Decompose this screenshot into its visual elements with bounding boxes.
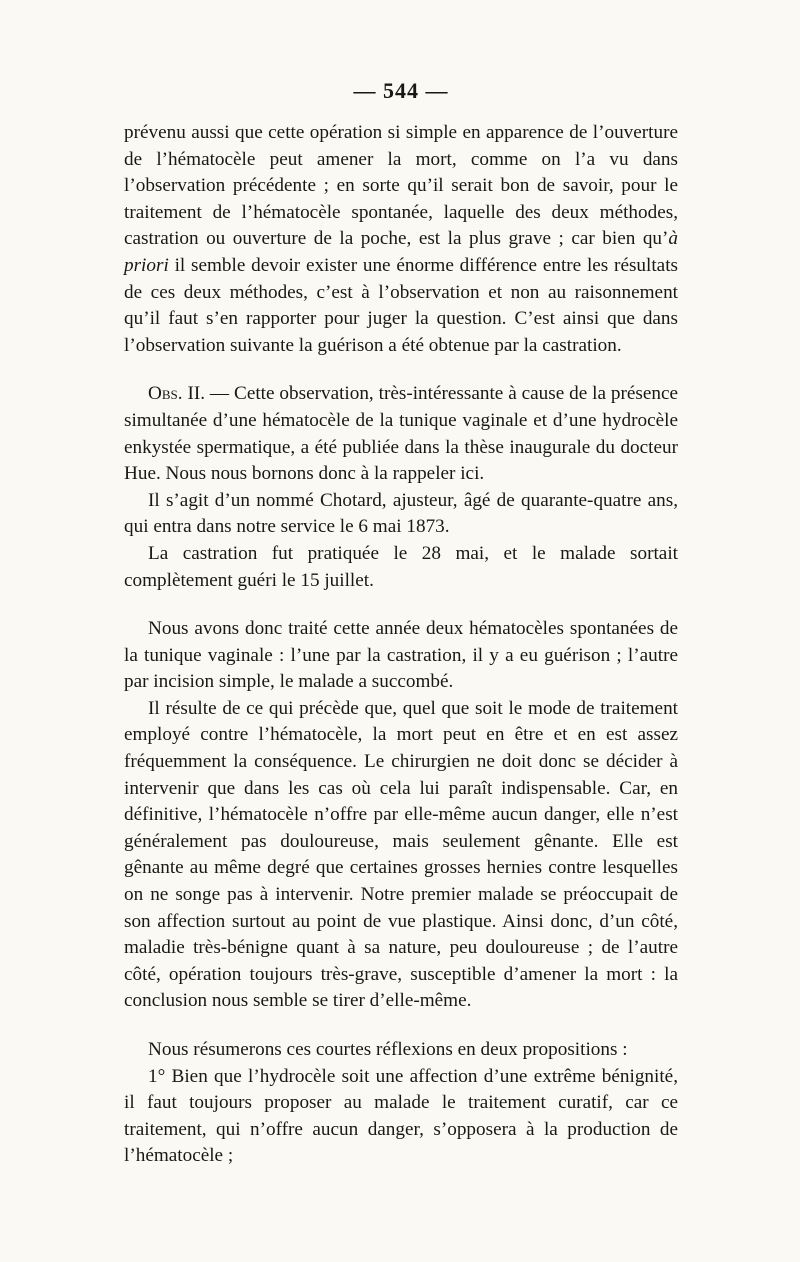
paragraph-intro (124, 120, 678, 359)
discussion-paragraph: Il résulte de ce qui précède que, quel que soit le mode de traitement employé contre l’hématocèle, la mort peut en être et en est assez fréquemment la conséquence. Le chirurgien ne doit donc se décider à intervenir que dans les cas où cela lui paraît indispensable. Car, en définitive, l’hématocèle n’offre par elle-même aucun danger, elle n’est généralement pas douloureuse, mais seulement gênante. Elle est gênante au même degré que certaines grosses hernies contre lesquelles on ne songe pas à intervenir. Notre premier malade se préoccupait de son affection surtout au point de vue plastique. Ainsi donc, d’un côté, maladie très-bénigne quant à sa nature, peu douloureuse ; de l’autre côté, opération toujours très-grave, susceptible d’amener la mort : la conclusion nous semble se tirer d’elle-même. (124, 697, 678, 1012)
observation-paragraph (124, 381, 678, 487)
castration-paragraph: La castration fut pratiquée le 28 mai, et le malade sortait complètement guéri le 15 juillet. (124, 542, 678, 591)
observation-text: — Cette observation, très-intéressante à cause de la présence simultanée d’une hématocèle de la tunique vaginale et d’une hydrocèle enkystée spermatique, a été publiée dans la thèse inaugurale du docteur Hue. Nous nous bornons donc à la rappeler ici. (124, 383, 678, 485)
patient-paragraph: Il s’agit d’un nommé Chotard, ajusteur, âgé de quarante-quatre ans, qui entra dans notre service le 6 mai 1873. (124, 489, 678, 538)
paragraph-intro-part-a: prévenu aussi que cette opération si simple en apparence de l’ouverture de l’hématocèle peut amener la mort, comme on l’a vu dans l’observation précédente ; en sorte qu’il serait bon de savoir, pour le traitement de l’hématocèle spontanée, laquelle des deux méthodes, castration ou ouverture de la poche, est la plus grave ; car bien qu’ (124, 122, 678, 250)
paragraph-intro-part-b: il semble devoir exister une énorme différence entre les résultats de ces deux méthodes, c’est à l’observation et non au raisonnement qu’il faut s’en rapporter pour juger la question. C’est ainsi que dans l’observation suivante la guérison a été obtenue par la castration. (124, 254, 678, 356)
proposition-one: 1° Bien que l’hydrocèle soit une affection d’une extrême bénignité, il faut toujours proposer au malade le traitement curatif, car ce traitement, qui n’offre aucun danger, s’opposera à la production de l’hématocèle ; (124, 1065, 678, 1167)
page-number: — 544 — (353, 78, 449, 103)
book-page (124, 78, 678, 1170)
summary-paragraph: Nous avons donc traité cette année deux hématocèles spontanées de la tunique vaginale : l’une par la castration, il y a eu guérison ; l’autre par incision simple, le malade a succombé. (124, 618, 678, 693)
observation-label: Obs. II. (148, 383, 206, 405)
propositions-intro: Nous résumerons ces courtes réflexions en deux propositions : (148, 1039, 628, 1060)
italic-phrase: à priori (124, 228, 678, 276)
